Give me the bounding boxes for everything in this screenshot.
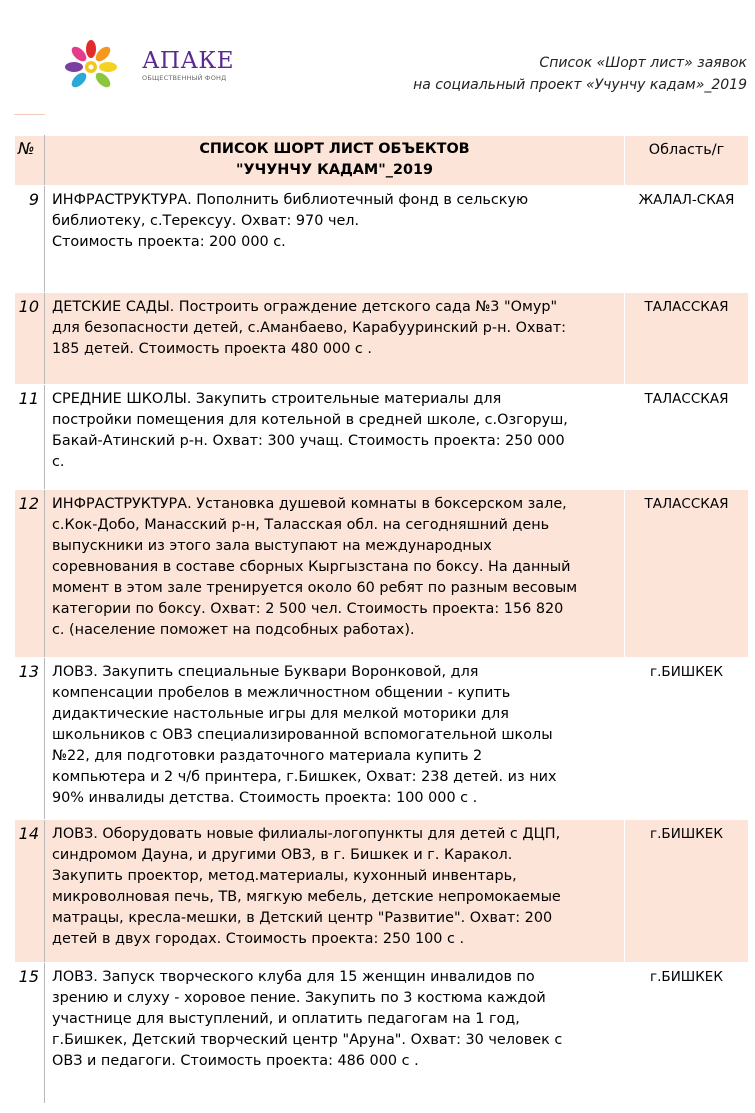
project-description: [45, 385, 625, 490]
brand-subtitle: ОБЩЕСТВЕННЫЙ ФОНД: [142, 74, 227, 82]
project-description: [45, 963, 625, 1104]
description-line: СРЕДНИЕ ШКОЛЫ. Закупить строительные материалы для: [52, 391, 502, 407]
description-line: ЛОВЗ. Запуск творческого клуба для 15 женщин инвалидов по: [52, 969, 535, 985]
description-line: для безопасности детей, с.Аманбаево, Карабууринский р-н. Охват:: [52, 320, 567, 336]
table-row: [15, 658, 749, 820]
table-title-line-1: СПИСОК ШОРТ ЛИСТ ОБЪЕКТОВ: [199, 141, 470, 157]
description-line: с.: [52, 454, 65, 470]
row-number: 9: [15, 186, 45, 293]
region-cell: г.БИШКЕК: [625, 963, 749, 1104]
description-line: библиотеку, с.Терексуу. Охват: 970 чел.: [52, 213, 360, 229]
description-line: постройки помещения для котельной в средней школе, с.Озгоруш,: [52, 412, 568, 428]
header-line-2: на социальный проект «Учунчу кадам»_2019: [413, 77, 747, 93]
description-line: зрению и слуху - хоровое пение. Закупить по 3 костюма каждой: [52, 990, 546, 1006]
region-cell: ТАЛАССКАЯ: [625, 293, 749, 385]
description-line: 185 детей. Стоимость проекта 480 000 с .: [52, 341, 372, 357]
apake-logo-icon: [58, 40, 124, 90]
column-number-header: №: [15, 136, 45, 186]
table-title: [45, 136, 625, 186]
table-row: [15, 963, 749, 1104]
description-line: соревнования в составе сборных Кыргызстана по боксу. На данный: [52, 559, 571, 575]
region-cell: ТАЛАССКАЯ: [625, 490, 749, 658]
table-row: [15, 490, 749, 658]
description-line: выпускники из этого зала выступают на международных: [52, 538, 492, 554]
table-row: [15, 385, 749, 490]
description-line: ИНФРАСТРУКТУРА. Установка душевой комнаты в боксерском зале,: [52, 496, 567, 512]
description-line: ЛОВЗ. Оборудовать новые филиалы-логопункты для детей с ДЦП,: [52, 826, 561, 842]
row-number: 10: [15, 293, 45, 385]
project-description: [45, 186, 625, 293]
header-divider: [14, 114, 45, 115]
description-line: ЛОВЗ. Закупить специальные Буквари Воронковой, для: [52, 664, 479, 680]
description-line: Стоимость проекта: 200 000 с.: [52, 234, 286, 250]
project-description: [45, 658, 625, 820]
description-line: категории по боксу. Охват: 2 500 чел. Стоимость проекта: 156 820: [52, 601, 564, 617]
brand-name: АПАКЕ: [142, 48, 234, 74]
description-line: Бакай-Атинский р-н. Охват: 300 учащ. Стоимость проекта: 250 000: [52, 433, 565, 449]
description-line: момент в этом зале тренируется около 60 ребят по разным весовым: [52, 580, 578, 596]
region-cell: ЖАЛАЛ-СКАЯ: [625, 186, 749, 293]
region-cell: г.БИШКЕК: [625, 820, 749, 963]
row-number: 14: [15, 820, 45, 963]
description-line: г.Бишкек, Детский творческий центр "Аруна". Охват: 30 человек с: [52, 1032, 563, 1048]
table-row: [15, 820, 749, 963]
table-row: [15, 186, 749, 293]
region-cell: г.БИШКЕК: [625, 658, 749, 820]
document-header: [413, 52, 747, 96]
description-line: с. (население поможет на подсобных работах).: [52, 622, 415, 638]
header-line-1: Список «Шорт лист» заявок: [539, 55, 747, 71]
description-line: ДЕТСКИЕ САДЫ. Построить ограждение детского сада №3 "Омур": [52, 299, 558, 315]
description-line: школьников с ОВЗ специализированной вспомогательной школы: [52, 727, 553, 743]
description-line: микроволновая печь, ТВ, мягкую мебель, детские непромокаемые: [52, 889, 561, 905]
description-line: синдромом Дауна, и другими ОВЗ, в г. Бишкек и г. Каракол.: [52, 847, 513, 863]
description-line: детей в двух городах. Стоимость проекта: 250 100 с .: [52, 931, 465, 947]
description-line: дидактические настольные игры для мелкой моторики для: [52, 706, 509, 722]
row-number: 11: [15, 385, 45, 490]
project-description: [45, 293, 625, 385]
row-number: 13: [15, 658, 45, 820]
description-line: Закупить проектор, метод.материалы, кухонный инвентарь,: [52, 868, 517, 884]
table-header-row: [15, 136, 749, 186]
row-number: 15: [15, 963, 45, 1104]
description-line: компьютера и 2 ч/б принтера, г.Бишкек, Охват: 238 детей. из них: [52, 769, 557, 785]
table-title-line-2: "УЧУНЧУ КАДАМ"_2019: [235, 162, 433, 178]
description-line: ОВЗ и педагоги. Стоимость проекта: 486 000 с .: [52, 1053, 419, 1069]
description-line: 90% инвалиды детства. Стоимость проекта: 100 000 с .: [52, 790, 478, 806]
description-line: с.Кок-Добо, Манасский р-н, Таласская обл. на сегодняшний день: [52, 517, 550, 533]
region-cell: ТАЛАССКАЯ: [625, 385, 749, 490]
description-line: №22, для подготовки раздаточного материала купить 2: [52, 748, 483, 764]
project-description: [45, 820, 625, 963]
project-description: [45, 490, 625, 658]
column-region-header: Область/г: [625, 136, 749, 186]
shortlist-table: [14, 135, 749, 1104]
description-line: матрацы, кресла-мешки, в Детский центр "Развитие". Охват: 200: [52, 910, 553, 926]
row-number: 12: [15, 490, 45, 658]
description-line: компенсации пробелов в межличностном общении - купить: [52, 685, 511, 701]
description-line: участнице для выступлений, и оплатить педагогам на 1 год,: [52, 1011, 520, 1027]
description-line: ИНФРАСТРУКТУРА. Пополнить библиотечный фонд в сельскую: [52, 192, 529, 208]
brand: [142, 49, 234, 82]
table-row: [15, 293, 749, 385]
